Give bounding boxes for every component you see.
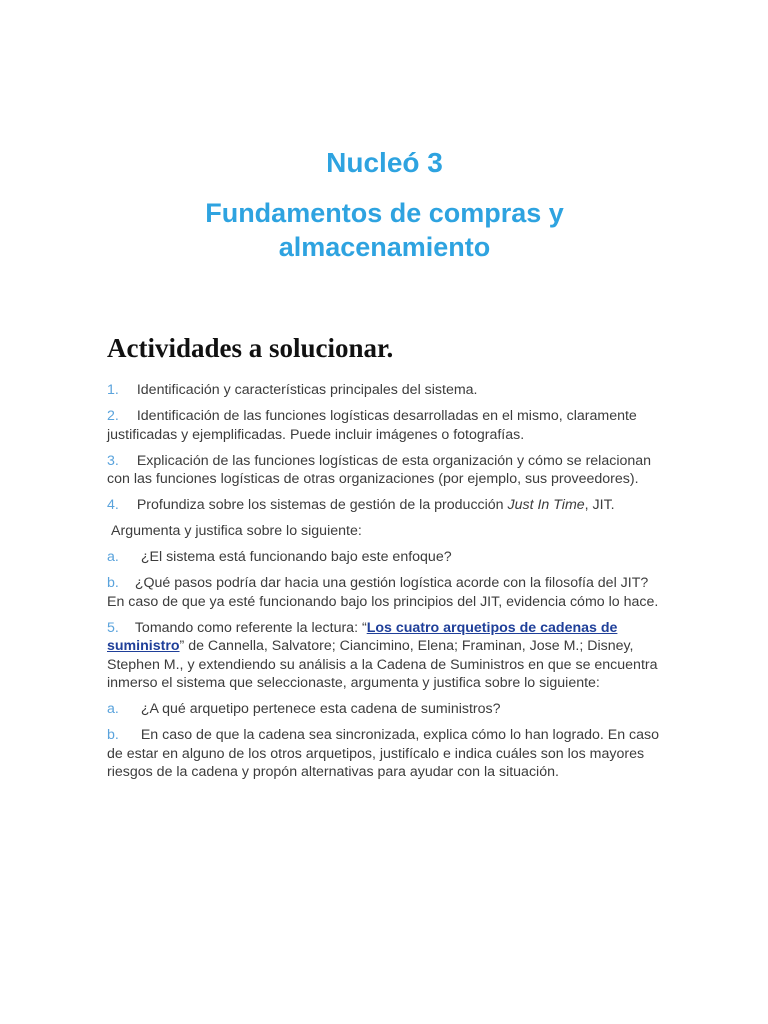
list-item bbox=[107, 574, 662, 611]
item-text: ¿A qué arquetipo pertenece esta cadena de suministros? bbox=[140, 701, 501, 717]
subtitle-line-2: almacenamiento bbox=[278, 232, 491, 262]
item-marker: 3. bbox=[107, 452, 119, 469]
list-item bbox=[107, 452, 662, 489]
list-item bbox=[107, 700, 662, 719]
item-text: Argumenta y justifica sobre lo siguiente: bbox=[111, 523, 362, 539]
item-text: ¿El sistema está funcionando bajo este enfoque? bbox=[140, 549, 452, 565]
list-item bbox=[107, 619, 662, 693]
item-text-after: , JIT. bbox=[584, 497, 615, 513]
list-item bbox=[107, 496, 662, 515]
item-marker: 1. bbox=[107, 382, 119, 398]
item-text: Identificación de las funciones logísticas desarrolladas en el mismo, claramente justificadas y ejemplificadas. Puede incluir imágenes o fotografías. bbox=[107, 408, 637, 443]
item-text: Identificación y características principales del sistema. bbox=[136, 382, 478, 398]
page-title: Nucleó 3 bbox=[326, 147, 443, 178]
page-subtitle bbox=[107, 196, 662, 264]
item-text: En caso de que la cadena sea sincronizada, explica cómo lo han logrado. En caso de estar en alguno de los otros arquetipos, justifícalo e indica cuáles son los mayores riesgos de la cadena y propón alternativas para ayudar con la situación. bbox=[107, 727, 660, 780]
list-item bbox=[107, 522, 662, 541]
title-block bbox=[107, 144, 662, 264]
item-emphasis: Just In Time bbox=[507, 497, 585, 513]
item-marker: 2. bbox=[107, 408, 119, 424]
list-item bbox=[107, 548, 662, 567]
item-text-after: ” de Cannella, Salvatore; Ciancimino, Elena; Framinan, Jose M.; Disney, Stephen M., y extendiendo su análisis a la Cadena de Suministros en que se encuentra inmerso el sistema que seleccionaste, argumenta y justifica sobre lo siguiente: bbox=[107, 638, 658, 691]
item-text: ¿Qué pasos podría dar hacia una gestión logística acorde con la filosofía del JIT? En caso de que ya esté funcionando bajo los principios del JIT, evidencia cómo lo hace. bbox=[107, 575, 659, 610]
list-item bbox=[107, 726, 662, 782]
item-marker: 5. bbox=[107, 619, 119, 636]
item-text: Tomando como referente la lectura: “ bbox=[134, 619, 367, 636]
item-text: Profundiza sobre los sistemas de gestión de la producción bbox=[136, 497, 508, 513]
item-marker: a. bbox=[107, 549, 119, 565]
list-item bbox=[107, 381, 662, 400]
reading-link[interactable]: Los cuatro arquetipos de cadenas de suministro bbox=[107, 619, 618, 654]
item-marker: 4. bbox=[107, 497, 119, 513]
subtitle-line-1: Fundamentos de compras y bbox=[205, 198, 564, 228]
item-marker: a. bbox=[107, 701, 119, 717]
activities-list bbox=[107, 381, 662, 789]
section-heading: Actividades a solucionar. bbox=[107, 333, 394, 363]
item-text: Explicación de las funciones logísticas de esta organización y cómo se relacionan con las funciones logísticas de otras organizaciones (por ejemplo, sus proveedores). bbox=[107, 452, 652, 487]
list-item bbox=[107, 407, 662, 444]
item-marker: b. bbox=[107, 727, 119, 743]
item-marker: b. bbox=[107, 575, 119, 591]
